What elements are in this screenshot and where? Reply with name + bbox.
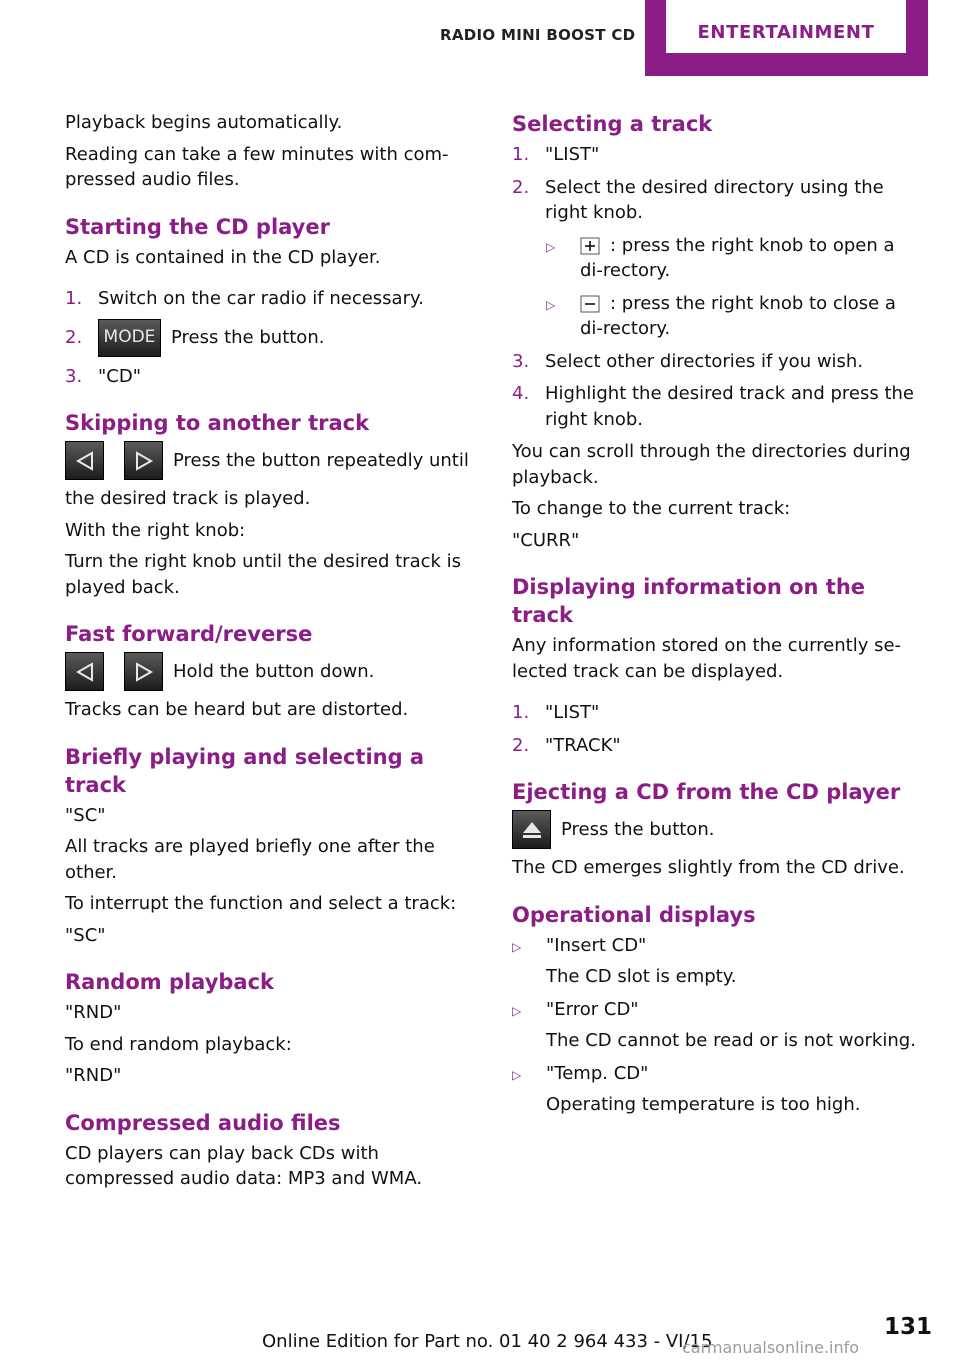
right-column: [512, 110, 922, 1125]
intro-paragraph: Reading can take a few minutes with com-pressed audio files.: [65, 143, 449, 190]
list-number: 2.: [512, 734, 530, 756]
display-description: Operating temperature is too high.: [546, 1094, 861, 1115]
list-number: 4.: [512, 383, 530, 404]
skip-text: Press the button repeatedly until: [173, 449, 469, 471]
bullet-item: [546, 291, 922, 342]
list-item: [65, 364, 480, 390]
display-label: "Temp. CD": [546, 1062, 649, 1084]
bullet-text: : press the right knob to open a di-rectory.: [580, 234, 895, 281]
bullet-text: : press the right knob to close a di-rectory.: [580, 292, 896, 339]
turn-text: Turn the right knob until the desired track is played back.: [65, 551, 462, 598]
heading-skipping: Skipping to another track: [65, 411, 370, 435]
bullet-item: [512, 1061, 922, 1118]
list-number: 1.: [65, 288, 83, 309]
bullet-item: [512, 997, 922, 1054]
heading-random: Random playback: [65, 970, 275, 994]
next-track-icon: [124, 652, 163, 691]
fast-button-text: Hold the button down.: [173, 660, 375, 682]
starting-text: A CD is contained in the CD player.: [65, 246, 381, 268]
list-text: Select other directories if you wish.: [545, 350, 864, 372]
list-text: "CD": [98, 365, 141, 387]
list-item: [512, 733, 922, 759]
list-text: "TRACK": [545, 734, 621, 756]
list-item: [512, 142, 922, 168]
section-title: RADIO MINI BOOST CD: [440, 26, 636, 44]
plus-box-icon: [580, 237, 600, 255]
watermark: carmanualsonline.info: [682, 1338, 860, 1357]
eject-text: Press the button.: [561, 818, 715, 840]
display-description: The CD cannot be read or is not working.: [546, 1030, 916, 1051]
next-track-icon: [124, 441, 163, 480]
left-column: [65, 110, 480, 1198]
list-item: [512, 349, 922, 375]
sc-text: "SC": [65, 924, 106, 946]
bullet-triangle-icon: ▷: [546, 239, 556, 254]
list-text: Highlight the desired track and press the right knob.: [545, 383, 914, 430]
bullet-triangle-icon: ▷: [512, 1067, 522, 1082]
curr-text: "CURR": [512, 529, 580, 551]
intro-paragraph: Playback begins automatically.: [65, 112, 343, 133]
list-text: Select the desired directory using the right knob.: [545, 176, 884, 223]
list-text: Press the button.: [171, 326, 325, 348]
display-label: "Error CD": [546, 998, 639, 1020]
bullet-item: [546, 233, 922, 284]
heading-starting: Starting the CD player: [65, 214, 330, 239]
list-number: 3.: [512, 350, 530, 372]
minus-box-icon: [580, 295, 600, 313]
change-text: To change to the current track:: [512, 498, 791, 519]
chapter-tab-label: ENTERTAINMENT: [697, 22, 875, 43]
knob-text: With the right knob:: [65, 519, 246, 541]
briefly-text: To interrupt the function and select a track:: [65, 893, 457, 914]
sc-text: "SC": [65, 804, 106, 826]
list-text: "LIST": [545, 144, 600, 165]
previous-track-icon: [65, 441, 104, 480]
page-number: 131: [884, 1314, 933, 1340]
heading-ejecting: Ejecting a CD from the CD player: [512, 780, 901, 804]
heading-displaying: Displaying information on the track: [512, 575, 866, 627]
list-item: [512, 700, 922, 726]
briefly-text: All tracks are played briefly one after the other.: [65, 836, 435, 883]
list-item: [512, 381, 922, 432]
list-number: 1.: [512, 702, 530, 723]
list-number: 1.: [512, 144, 530, 165]
previous-track-icon: [65, 652, 104, 691]
fast-buttons-row: [65, 652, 480, 691]
heading-compressed: Compressed audio files: [65, 1110, 341, 1135]
heading-selecting: Selecting a track: [512, 112, 713, 136]
heading-fast: Fast forward/reverse: [65, 622, 313, 646]
fast-text: Tracks can be heard but are distorted.: [65, 699, 409, 720]
random-text: To end random playback:: [65, 1033, 292, 1055]
compressed-text: CD players can play back CDs with compressed audio data: MP3 and WMA.: [65, 1142, 423, 1189]
skip-continuation: the desired track is played.: [65, 488, 311, 509]
list-number: 2.: [512, 176, 530, 198]
heading-briefly: Briefly playing and selecting a track: [65, 744, 425, 797]
list-item: [65, 319, 480, 357]
display-description: The CD slot is empty.: [546, 966, 737, 987]
heading-operational: Operational displays: [512, 902, 756, 927]
mode-button-icon: MODE: [98, 319, 161, 357]
list-number: 2.: [65, 326, 83, 348]
eject-icon: [512, 810, 551, 849]
list-item: [65, 286, 480, 312]
list-number: 3.: [65, 365, 83, 387]
bullet-triangle-icon: ▷: [546, 297, 556, 312]
eject-description: The CD emerges slightly from the CD drive.: [512, 857, 905, 878]
edition-footer: Online Edition for Part no. 01 40 2 964 433 - VI/15: [262, 1331, 713, 1352]
list-item: [512, 175, 922, 226]
list-text: Switch on the car radio if necessary.: [98, 288, 424, 309]
scroll-text: You can scroll through the directories during playback.: [512, 441, 911, 488]
displaying-text: Any information stored on the currently se-lected track can be displayed.: [512, 635, 902, 682]
bullet-triangle-icon: ▷: [512, 939, 522, 954]
list-text: "LIST": [545, 702, 600, 723]
bullet-item: [512, 933, 922, 990]
rnd-text: "RND": [65, 1065, 122, 1086]
display-label: "Insert CD": [546, 934, 647, 956]
bullet-triangle-icon: ▷: [512, 1003, 522, 1018]
skip-buttons-row: [65, 441, 480, 480]
rnd-text: "RND": [65, 1002, 122, 1023]
eject-row: [512, 810, 922, 849]
